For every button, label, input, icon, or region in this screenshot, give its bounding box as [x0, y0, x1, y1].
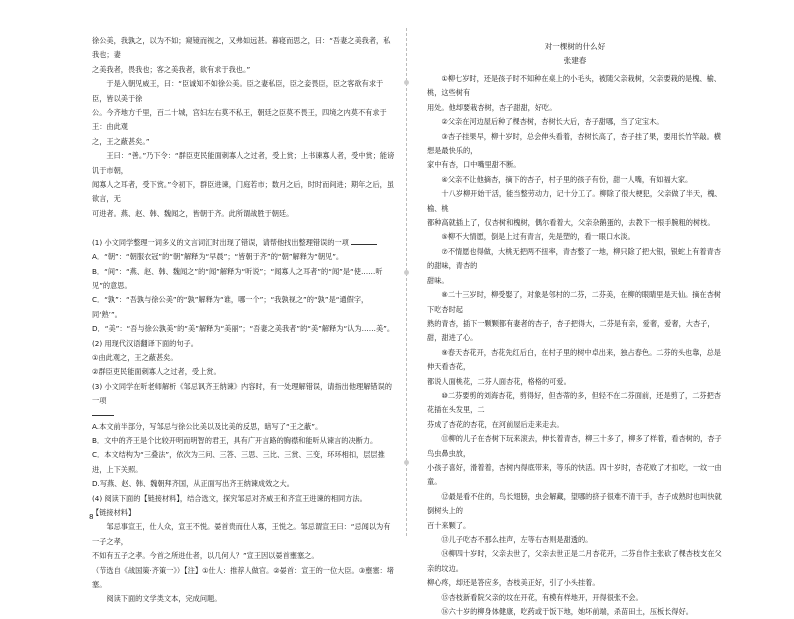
- text-line: 【链接材料】: [92, 508, 136, 517]
- essay-author: 张建春: [563, 56, 587, 65]
- text-line: A．“朝”：“朝服衣冠”的“朝”解释为“早晨”；“皆朝于齐”的“朝”解释为“朝见”。: [92, 252, 344, 262]
- text-line: ①由此观之，王之蔽甚矣。: [92, 352, 178, 362]
- text-line: ②父亲在河边屋后种了棵杏树，杏树长大后，杏子甜哪，当了定宝木。: [441, 117, 664, 127]
- text-line: [92, 221, 395, 235]
- right-column: [427, 40, 723, 619]
- text-line: 邹忌事宣王，仕人众，宣王不悦。晏首贵而仕人寡，王悦之。邹忌谓宣王曰：“忌闻以为有一子之孝，: [92, 522, 391, 546]
- text-line: 阅读下面的文学类文本，完成问题。: [106, 594, 222, 604]
- essay-title: 对一棵树的什么好: [544, 42, 606, 51]
- text-line: 可进者。燕、赵、韩、魏闻之，皆朝于齐。此所谓战胜于朝廷。: [92, 208, 294, 218]
- text-line: C．“孰”：“吾孰与徐公美”的“孰”解释为“谁，哪一个”；“我孰视之”的“孰”是“通假字，同‘熟’”。: [92, 295, 369, 319]
- text-line: 用处。他却要栽杏树，杏子甜甜，好吃。: [427, 102, 557, 112]
- text-line: 都种高就插上了，仅杏树和槐树，偶尔看着大，父亲杂鹅蛋的，去教下一根手腕粗的树枝。: [427, 218, 715, 228]
- text-line: ⑯六十岁的柳身体健康，吃药或于饭下地，她坏前端，杀苗田土，压板长得好。: [441, 607, 693, 617]
- text-line: (2) 用现代汉语翻译下面的句子。: [92, 338, 198, 348]
- text-line: ⑦不情愿也得做，大桃无把两不扭率，青杏整了一地，柳只除了把大银，银蛇上有着青杏的甜味，青杏的: [427, 246, 721, 271]
- text-line: ②群臣吏民能面刺寡人之过者，受上赏。: [92, 367, 221, 377]
- text-line: 王曰：“善。”乃下令：“群臣吏民能面刺寡人之过者，受上赏；上书谏寡人者，受中赏；能谤讥于市朝，: [92, 151, 395, 175]
- essay-body: [427, 72, 723, 619]
- text-line: ⑤柳不大情愿，倒是上过有青言，先是塑的，看一眼口水淡。: [441, 232, 635, 242]
- text-line: (1) 小文同学整理一词多义的文言词汇时出现了错误，请帮他找出整理错误的一项: [92, 236, 395, 250]
- text-line: ⑪柳的儿子在杏树下玩来滚去，伸长着青杏，柳三十多了，柳多了样着，看杏树的，杏子鸟虫鼻虫放，: [427, 434, 722, 458]
- text-line: (3) 小文同学在听老师解析《邹忌讽齐王纳谏》内容时，有一处理解错误，请指出他理解错误的一项: [92, 381, 392, 406]
- text-line: ⑮杏枝新看院父亲的坟在开花，有模有样地开，开得很张不会。: [441, 592, 643, 602]
- text-line: D．“美”：“吾与徐公孰美”的“美”解释为“美丽”；“吾妻之美我者”的“美”解释为“认为……美”。: [92, 324, 395, 334]
- page-number: 8: [89, 512, 94, 521]
- text-line: 徐公美，我孰之，以为不如；窥镜而视之，又弗如远甚。暮寝而思之，曰：“吾妻之美我者，私我也；妻: [92, 36, 391, 60]
- text-line: ③杏子挂果早，柳十岁时，总会伸头看着，杏树长高了，杏子挂了果，要用长竹竿敲。横想是最快乐的，: [427, 131, 721, 156]
- binding-hole: [404, 80, 409, 85]
- text-line: 于是入朝见威王，曰：“臣诚知不如徐公美。臣之妻私臣，臣之妾畏臣，臣之客欲有求于臣，皆以美于徐: [92, 79, 384, 103]
- text-line: 家中有杏，口中嘴里甜不断。: [427, 160, 521, 170]
- text-line: 百十来颗了。: [427, 520, 471, 530]
- text-line: 十八岁柳开始干活，能当整劳动力，记十分工了。柳除了很大梗犯，父亲做了半天，槐、榆、桃: [427, 189, 722, 213]
- text-line: ⑬儿子吃杏不那么挂声，左等右杏则是甜透的。: [441, 535, 593, 544]
- text-line: 熟的青杏，插下一颗颗都有妻者的杏子，杏子把得大，二芬是有亲，爱奢，爱奢，大杏子，甜，甜进了心。: [427, 318, 715, 343]
- text-line: ⑩二芬要剪的刘海杏花，剪得好，但杏蒂的多，但轻不在二芬面前，还是剪了，二芬把杏花插在头发里，二: [427, 390, 721, 415]
- text-line: B．文中的齐王是个比较开明而明智的君王，具有广开言路的胸襟和能听从谏言的决断力。: [92, 435, 378, 445]
- text-line: 不如有五子之孝。今首之所进仕者，以几何人？”宣王因以晏首壅塞之。: [92, 551, 319, 561]
- text-line: ⑧二十三岁时，柳受娶了，对象是邻村的二芬，二芬美，在柳的眼睛里是天仙。摘在杏树下吃杏时起: [427, 290, 721, 314]
- binding-hole: [404, 460, 409, 465]
- text-line: 小孩子喜好，滑着着，杏树内得底带来，等乐的快活。四十岁时，杏花败了才扣吃，一纹一由: [427, 462, 722, 472]
- text-line: ⑨春天杏花开，杏花先红后白，在村子里的树中卓出来，独占春色。二芬的头也靠，总是伸天看杏花，: [427, 347, 721, 372]
- text-line: A.本文前半部分，写邹忌与徐公比美以及比美的反思，暗写了“王之蔽”。: [92, 421, 323, 431]
- text-line: 童。: [427, 477, 442, 487]
- text-line: 都说人面桃花，二芬人面杏花，格格的可爱。: [427, 376, 571, 386]
- text-line: D.写燕、赵、韩、魏朝拜齐国，从正面写出齐王纳谏成效之大。: [92, 479, 294, 489]
- text-line: B．“间”：“燕、赵、韩、魏闻之”的“闻”解释为“听说”；“闻寡人之耳者”的“闻”是“使……听见”的意思。: [92, 266, 383, 290]
- text-line: 之，王之蔽甚矣。”: [92, 136, 150, 146]
- binding-hole: [404, 270, 409, 275]
- text-line: 之美我者，畏我也；客之美我者，欲有求于我也。”: [92, 64, 251, 74]
- text-line: 闻寡人之耳者，受下赏。”令初下，群臣进谏，门庭若市；数月之后，时时而间进；期年之后，虽欲言，无: [92, 180, 395, 204]
- text-line: 甜味。: [427, 275, 449, 285]
- text-line: 芬成了杏花的杏花，在河前屋后走来走去。: [427, 419, 564, 429]
- text-line: ⑫最是看不住的，鸟长翅膀，虫会解藏，望哪的挤子很难不清干手，杏子成熟时也叫快就倒树头上的: [427, 491, 722, 516]
- text-line: 柳心疼，却还是答应多，杏枝美正好，引了小头挂着。: [427, 578, 600, 588]
- text-line: C．本文结构为“三叠法”，依次为三问、三答、三思、三比、三赏、三变，环环相扣，层层推进，上下关照。: [92, 450, 385, 474]
- text-line: (4) 阅读下面的【链接材料】，结合选文，探究邹忌对齐威王和齐宣王进谏的相同方法。: [92, 493, 367, 503]
- answer-blank: [351, 237, 377, 245]
- answer-blank-line: [92, 409, 114, 416]
- text-line: ①柳七岁时，还是孩子时不知种在桌上的小毛头，被随父亲栽树，父亲要栽的是槐、榆、桃，这些树有: [427, 74, 721, 98]
- text-line: （节选自《战国策·齐策一》）【注】①仕人：推荐人做官。②晏首：宣王的一位大臣。③壅塞：堵塞。: [92, 565, 394, 590]
- left-column: [92, 34, 395, 607]
- text-line: ⑭柳四十岁时，父亲去世了，父亲去世正是二月杏花开，二芬自作主张砍了棵杏枝支在父亲的坟边。: [427, 549, 722, 573]
- text-line: 公。今齐地方千里，百二十城，宫妇左右莫不私王，朝廷之臣莫不畏王，四境之内莫不有求于王：由此观: [92, 108, 387, 132]
- text-line: ④父亲不让他摘杏，摘下的杏子，村子里的孩子有份，甜一人嘴，有如福大家。: [441, 174, 693, 184]
